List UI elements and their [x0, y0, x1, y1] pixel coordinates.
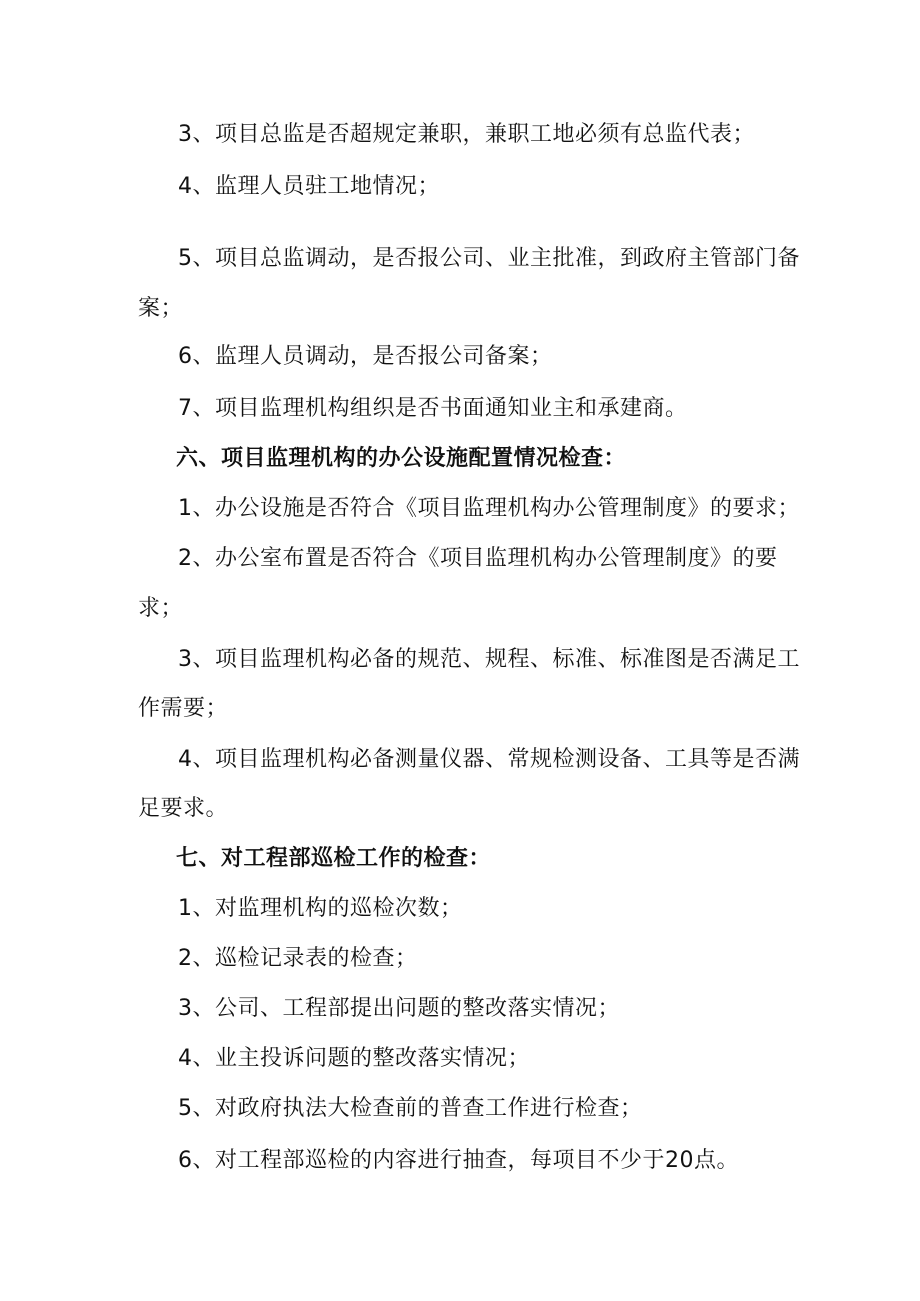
list-item: 5、项目总监调动，是否报公司、业主批准，到政府主管部门备: [178, 246, 800, 271]
list-item: 2、巡检记录表的检查；: [178, 946, 418, 971]
list-item-continuation: 求；: [138, 596, 184, 621]
list-item: 6、对工程部巡检的内容进行抽查，每项目不少于20点。: [178, 1148, 739, 1173]
list-item: 4、业主投诉问题的整改落实情况；: [178, 1046, 530, 1071]
list-item-continuation: 案；: [138, 296, 184, 321]
list-item: 3、项目监理机构必备的规范、规程、标准、标准图是否满足工: [178, 647, 800, 672]
section-heading: 七、对工程部巡检工作的检查：: [176, 846, 492, 871]
list-item: 2、办公室布置是否符合《项目监理机构办公管理制度》的要: [178, 546, 778, 571]
list-item: 4、监理人员驻工地情况；: [178, 174, 440, 199]
list-item-continuation: 足要求。: [138, 796, 229, 821]
section-heading: 六、项目监理机构的办公设施配置情况检查：: [176, 446, 627, 471]
list-item: 5、对政府执法大检查前的普查工作进行检查；: [178, 1096, 643, 1121]
list-item: 4、项目监理机构必备测量仪器、常规检测设备、工具等是否满: [178, 747, 800, 772]
list-item: 3、项目总监是否超规定兼职，兼职工地必须有总监代表；: [178, 122, 755, 147]
list-item-continuation: 作需要；: [138, 696, 229, 721]
list-item: 1、办公设施是否符合《项目监理机构办公管理制度》的要求；: [178, 496, 800, 521]
list-item: 1、对监理机构的巡检次数；: [178, 896, 463, 921]
list-item: 3、公司、工程部提出问题的整改落实情况；: [178, 996, 620, 1021]
list-item: 6、监理人员调动，是否报公司备案；: [178, 344, 553, 369]
list-item: 7、项目监理机构组织是否书面通知业主和承建商。: [178, 396, 688, 421]
